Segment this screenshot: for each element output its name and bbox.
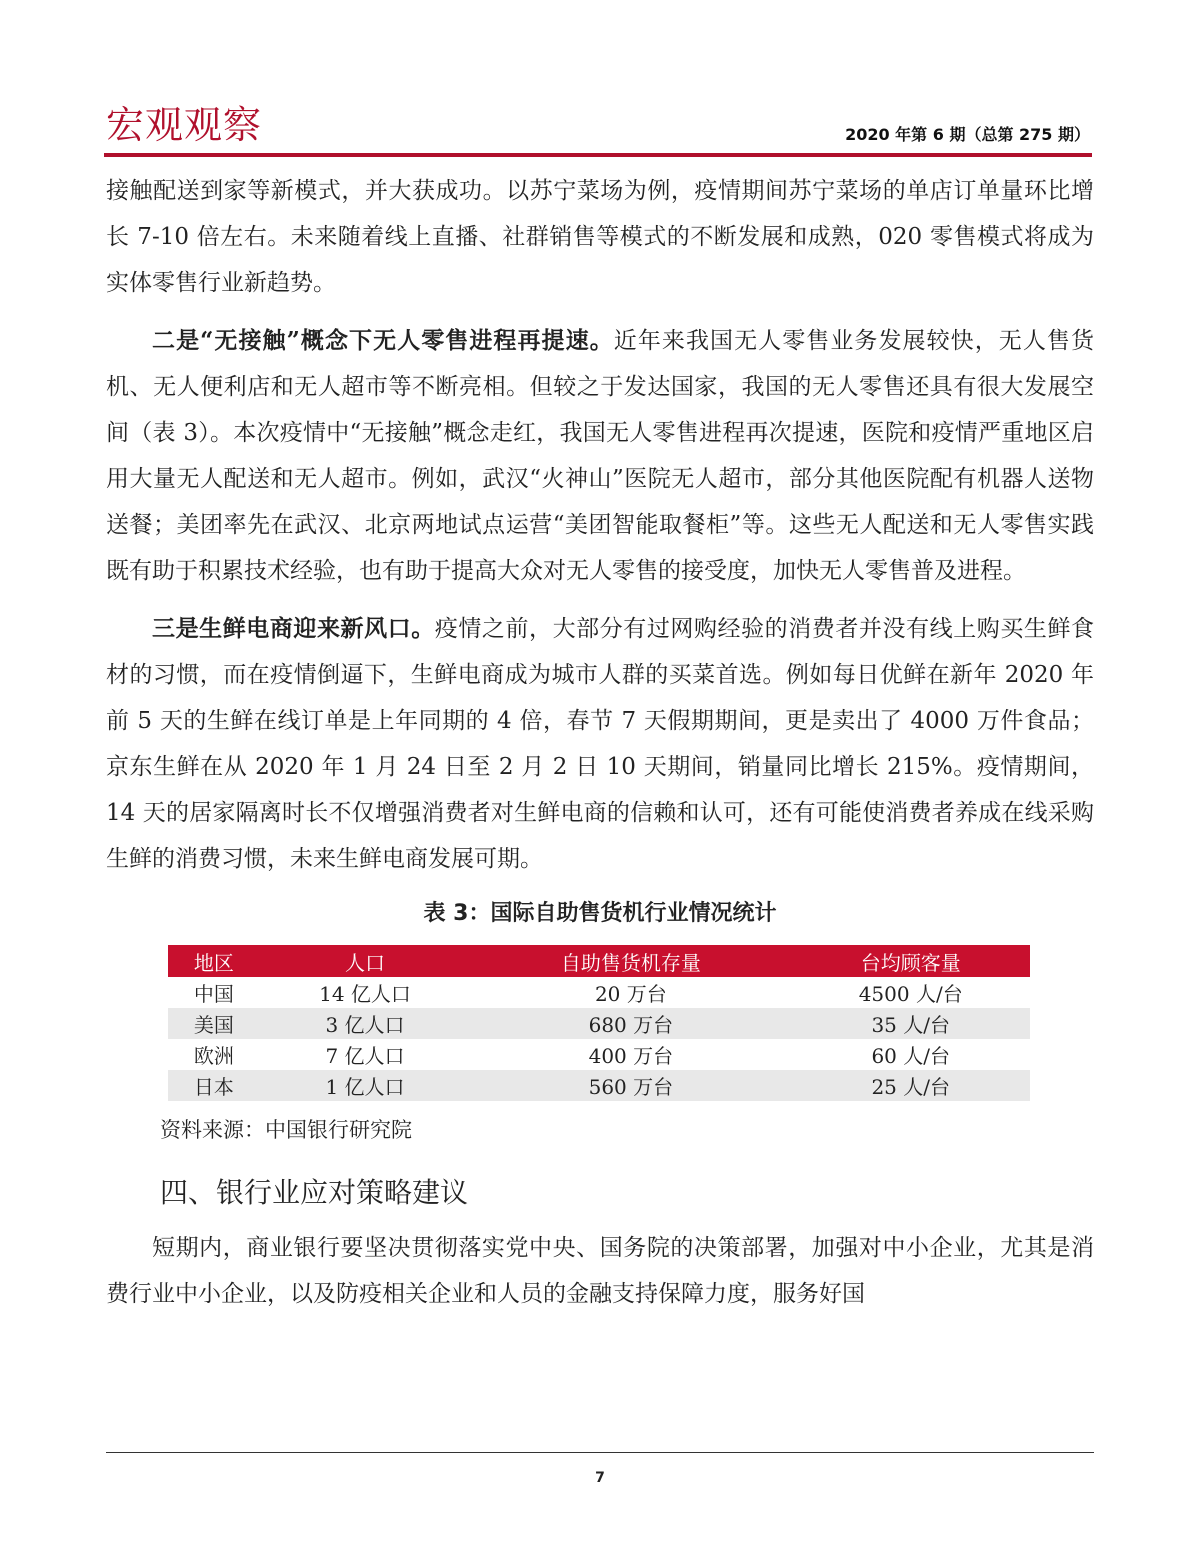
table-cell: 1 亿人口 <box>260 1070 471 1101</box>
col-header-population: 人口 <box>260 945 471 977</box>
footer-divider <box>106 1452 1094 1453</box>
table-header-row <box>168 945 1030 977</box>
section-heading: 四、银行业应对策略建议 <box>160 1176 469 1209</box>
page-number: 7 <box>595 1470 605 1486</box>
table-cell: 欧洲 <box>193 1044 234 1068</box>
header-title: 宏观观察 <box>106 103 263 147</box>
table-cell: 25 人/台 <box>791 1070 1030 1101</box>
section-paragraph: 短期内，商业银行要坚决贯彻落实党中央、国务院的决策部署，加强对中小企业，尤其是消费行业中小企业，以及防疫相关企业和人员的金融支持保障力度，服务好国 <box>106 1235 1094 1307</box>
paragraph-3-body: 疫情之前，大部分有过网购经验的消费者并没有线上购买生鲜食材的习惯，而在疫情倒逼下，生鲜电商成为城市人群的买菜首选。例如每日优鲜在新年 2020 年前 5 天的生鲜在线订单是上年同期的 4 倍，春节 7 天假期期间，更是卖出了 4000 万件食品；京东生鲜在从 2020 年 1 月 24 日至 2 月 2 日 10 天期间，销量同比增长 215%。疫情期间，14 天的居家隔离时长不仅增强消费者对生鲜电商的信赖和认可，还有可能使消费者养成在线采购生鲜的消费习惯，未来生鲜电商发展可期。 <box>106 616 1095 872</box>
table-cell: 日本 <box>168 1070 260 1101</box>
table-cell: 35 人/台 <box>791 1008 1030 1039</box>
paragraph-2-body: 近年来我国无人零售业务发展较快，无人售货机、无人便利店和无人超市等不断亮相。但较之于发达国家，我国的无人零售还具有很大发展空间（表 3）。本次疫情中“无接触”概念走红，我国无人零售进程再次提速，医院和疫情严重地区启用大量无人配送和无人超市。例如，武汉“火神山”医院无人超市，部分其他医院配有机器人送物送餐；美团率先在武汉、北京两地试点运营“美团智能取餐柜”等。这些无人配送和无人零售实践既有助于积累技术经验，也有助于提高大众对无人零售的接受度，加快无人零售普及进程。 <box>106 328 1094 584</box>
table-cell: 560 万台 <box>470 1070 791 1101</box>
paragraph-3-lead: 三是生鲜电商迎来新风口。 <box>152 615 435 642</box>
table-cell: 美国 <box>168 1008 260 1039</box>
paragraph-2-lead: 二是“无接触”概念下无人零售进程再提速。 <box>152 327 614 354</box>
paragraph-2 <box>106 318 1094 594</box>
table-cell: 中国 <box>193 982 234 1006</box>
table-source: 资料来源：中国银行研究院 <box>160 1118 412 1142</box>
col-header-region: 地区 <box>168 945 260 977</box>
main-content <box>106 168 1094 1329</box>
paragraph-1: 接触配送到家等新模式，并大获成功。以苏宁菜场为例，疫情期间苏宁菜场的单店订单量环比增长 7-10 倍左右。未来随着线上直播、社群销售等模式的不断发展和成熟，020 零售模式将成为实体零售行业新趋势。 <box>106 178 1094 296</box>
col-header-customers: 台均顾客量 <box>791 945 1030 977</box>
table-cell: 4500 人/台 <box>858 982 963 1006</box>
table-cell: 3 亿人口 <box>260 1008 471 1039</box>
table-cell: 680 万台 <box>470 1008 791 1039</box>
table-cell: 14 亿人口 <box>319 982 411 1006</box>
table-row <box>168 1070 1030 1101</box>
table-cell: 7 亿人口 <box>325 1044 405 1068</box>
header-divider <box>104 153 1092 157</box>
table-row <box>168 1008 1030 1039</box>
table-row <box>168 977 1030 1008</box>
table-title: 表 3：国际自助售货机行业情况统计 <box>423 901 777 926</box>
table-row <box>168 1039 1030 1070</box>
col-header-stock: 自助售货机存量 <box>470 945 791 977</box>
issue-number: 2020 年第 6 期（总第 275 期） <box>845 125 1090 144</box>
table-cell: 20 万台 <box>594 982 667 1006</box>
table-cell: 400 万台 <box>588 1044 674 1068</box>
vending-table <box>168 945 1030 1101</box>
table-cell: 60 人/台 <box>871 1044 950 1068</box>
paragraph-3 <box>106 606 1094 882</box>
